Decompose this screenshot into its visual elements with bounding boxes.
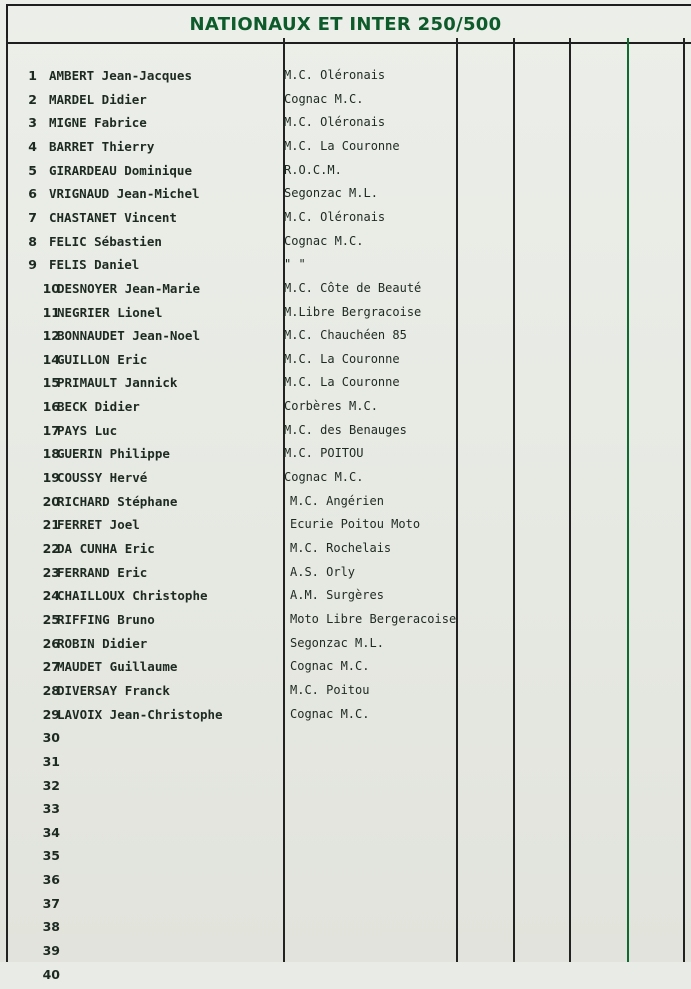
- club-name: M.C. Poitou: [290, 683, 370, 697]
- row-number: 27: [42, 659, 60, 674]
- rider-name: BECK Didier: [57, 399, 140, 414]
- rider-name: PAYS Luc: [57, 423, 118, 438]
- rider-name: GIRARDEAU Dominique: [49, 163, 192, 178]
- club-name: M.C. POITOU: [284, 446, 364, 460]
- table-row: [0, 636, 691, 658]
- rider-name: RIFFING Bruno: [57, 612, 155, 627]
- row-number: 34: [42, 825, 60, 840]
- table-row: [0, 186, 691, 208]
- row-number: 6: [28, 186, 37, 201]
- row-number: 33: [42, 801, 60, 816]
- rider-name: FERRAND Eric: [57, 565, 148, 580]
- club-name: " ": [284, 257, 306, 271]
- rider-name: PRIMAULT Jannick: [57, 375, 178, 390]
- club-name: Cognac M.C.: [284, 234, 364, 248]
- row-number: 39: [42, 943, 60, 958]
- club-name: Cognac M.C.: [284, 470, 364, 484]
- row-number: 14: [42, 352, 60, 367]
- row-number: 2: [28, 92, 37, 107]
- row-number: 8: [28, 234, 37, 249]
- table-row: [0, 541, 691, 563]
- row-number: 40: [42, 967, 60, 982]
- table-row: [0, 399, 691, 421]
- club-name: Cognac M.C.: [284, 92, 364, 106]
- rider-name: MARDEL Didier: [49, 92, 147, 107]
- table-row: [0, 517, 691, 539]
- club-name: A.M. Surgères: [290, 588, 384, 602]
- table-row: [0, 210, 691, 232]
- table-row: [0, 163, 691, 185]
- table-row: [0, 92, 691, 114]
- row-number: 32: [42, 778, 60, 793]
- rider-name: BONNAUDET Jean-Noel: [57, 328, 200, 343]
- table-row: [0, 352, 691, 374]
- table-row: [0, 848, 691, 870]
- row-number: 30: [42, 730, 60, 745]
- row-number: 11: [42, 305, 60, 320]
- rider-name: GUERIN Philippe: [57, 446, 170, 461]
- table-row: [0, 234, 691, 256]
- rider-name: MAUDET Guillaume: [57, 659, 178, 674]
- club-name: M.C. La Couronne: [284, 352, 400, 366]
- rider-name: COUSSY Hervé: [57, 470, 148, 485]
- row-number: 10: [42, 281, 60, 296]
- rider-name: FELIC Sébastien: [49, 234, 162, 249]
- rider-name: RICHARD Stéphane: [57, 494, 178, 509]
- rider-name: DIVERSAY Franck: [57, 683, 170, 698]
- row-number: 16: [42, 399, 60, 414]
- row-number: 28: [42, 683, 60, 698]
- rider-name: ROBIN Didier: [57, 636, 148, 651]
- club-name: Corbères M.C.: [284, 399, 378, 413]
- table-row: [0, 565, 691, 587]
- table-row: [0, 872, 691, 894]
- row-number: 37: [42, 896, 60, 911]
- club-name: A.S. Orly: [290, 565, 356, 579]
- table-row: [0, 257, 691, 279]
- club-name: M.C. Oléronais: [284, 210, 386, 224]
- row-number: 36: [42, 872, 60, 887]
- table-row: [0, 754, 691, 776]
- rider-name: VRIGNAUD Jean-Michel: [49, 186, 200, 201]
- row-number: 12: [42, 328, 60, 343]
- row-number: 9: [28, 257, 37, 272]
- table-row: [0, 588, 691, 610]
- row-number: 4: [28, 139, 37, 154]
- club-name: Cognac M.C.: [290, 707, 370, 721]
- rider-name: AMBERT Jean-Jacques: [49, 68, 192, 83]
- club-name: M.C. Oléronais: [284, 68, 386, 82]
- row-number: 26: [42, 636, 60, 651]
- club-name: Ecurie Poitou Moto: [290, 517, 421, 531]
- rider-name: BARRET Thierry: [49, 139, 155, 154]
- row-number: 25: [42, 612, 60, 627]
- row-number: 1: [28, 68, 37, 83]
- club-name: M.C. La Couronne: [284, 375, 400, 389]
- rider-name: LAVOIX Jean-Christophe: [57, 707, 223, 722]
- row-number: 23: [42, 565, 60, 580]
- club-name: M.C. des Benauges: [284, 423, 407, 437]
- club-name: Cognac M.C.: [290, 659, 370, 673]
- table-row: [0, 612, 691, 634]
- table-row: [0, 967, 691, 989]
- rider-name: DA CUNHA Eric: [57, 541, 155, 556]
- table-row: [0, 115, 691, 137]
- row-number: 3: [28, 115, 37, 130]
- club-name: M.C. Rochelais: [290, 541, 392, 555]
- rider-name: GUILLON Eric: [57, 352, 148, 367]
- rider-name: NEGRIER Lionel: [57, 305, 163, 320]
- rider-name: CHASTANET Vincent: [49, 210, 177, 225]
- table-row: [0, 470, 691, 492]
- table-row: [0, 825, 691, 847]
- table-row: [0, 683, 691, 705]
- club-name: M.C. La Couronne: [284, 139, 400, 153]
- row-number: 18: [42, 446, 60, 461]
- row-number: 15: [42, 375, 60, 390]
- table-row: [0, 707, 691, 729]
- club-name: Moto Libre Bergeracoise: [290, 612, 457, 626]
- row-number: 21: [42, 517, 60, 532]
- table-row: [0, 659, 691, 681]
- table-row: [0, 375, 691, 397]
- club-name: R.O.C.M.: [284, 163, 342, 177]
- page-title: NATIONAUX ET INTER 250/500: [189, 14, 502, 35]
- club-name: M.C. Angérien: [290, 494, 384, 508]
- table-row: [0, 328, 691, 350]
- table-row: [0, 730, 691, 752]
- table-row: [0, 305, 691, 327]
- table-row: [0, 896, 691, 918]
- table-row: [0, 778, 691, 800]
- row-number: 19: [42, 470, 60, 485]
- club-name: Segonzac M.L.: [284, 186, 378, 200]
- rider-name: FERRET Joel: [57, 517, 140, 532]
- row-number: 20: [42, 494, 60, 509]
- table-row: [0, 139, 691, 161]
- club-name: Segonzac M.L.: [290, 636, 384, 650]
- rider-name: FELIS Daniel: [49, 257, 140, 272]
- rider-name: MIGNE Fabrice: [49, 115, 147, 130]
- row-number: 7: [28, 210, 37, 225]
- club-name: M.C. Côte de Beauté: [284, 281, 422, 295]
- table-row: [0, 68, 691, 90]
- rider-name: DESNOYER Jean-Marie: [57, 281, 200, 296]
- row-number: 17: [42, 423, 60, 438]
- table-row: [0, 281, 691, 303]
- club-name: M.Libre Bergracoise: [284, 305, 422, 319]
- rider-name: CHAILLOUX Christophe: [57, 588, 208, 603]
- row-number: 24: [42, 588, 60, 603]
- row-number: 38: [42, 919, 60, 934]
- club-name: M.C. Chauchéen 85: [284, 328, 407, 342]
- table-row: [0, 494, 691, 516]
- table-row: [0, 801, 691, 823]
- table-row: [0, 919, 691, 941]
- row-number: 31: [42, 754, 60, 769]
- club-name: M.C. Oléronais: [284, 115, 386, 129]
- table-row: [0, 423, 691, 445]
- row-number: 22: [42, 541, 60, 556]
- row-number: 5: [28, 163, 37, 178]
- table-row: [0, 446, 691, 468]
- row-number: 29: [42, 707, 60, 722]
- row-number: 35: [42, 848, 60, 863]
